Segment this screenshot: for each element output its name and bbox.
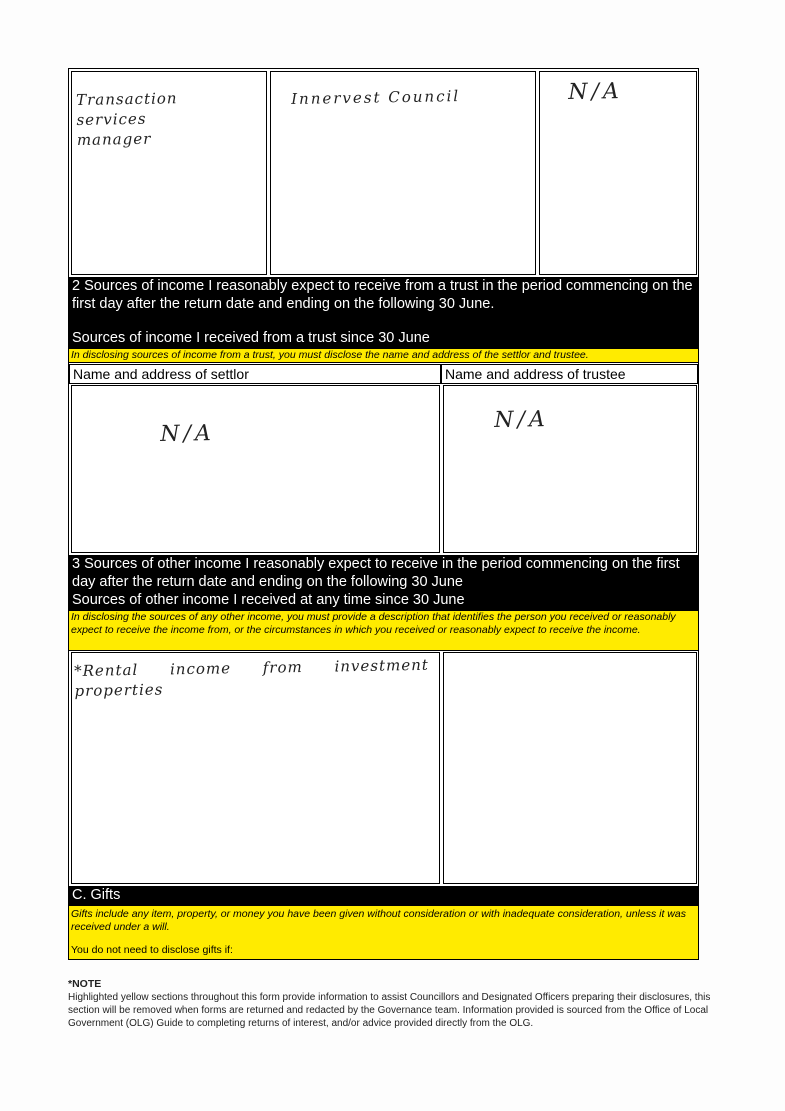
other-income-handwriting: *Rental income from investment properties <box>74 655 429 700</box>
gifts-guidance-spacer <box>71 934 696 944</box>
section3-heading-band <box>69 555 698 611</box>
trustee-column-label: Name and address of trustee <box>441 364 698 384</box>
section3-heading: 3 Sources of other income I reasonably expect to receive in the period commencing on the first day after the return date and ending on the following 30 June <box>72 556 680 590</box>
section2-subheading: Sources of income I received from a trust since 30 June <box>72 330 430 346</box>
gifts-heading-band: C. Gifts <box>69 886 698 906</box>
gifts-guidance-exemptions: You do not need to disclose gifts if: <box>71 944 233 956</box>
interest-handwriting: N/A <box>568 79 623 105</box>
note-body: Highlighted yellow sections throughout this form provide information to assist Councillors and Designated Officers preparing their disclosures, this section will be removed when forms are returned and redacted by the Governance team. Information provided is sourced from the Office of Local Government (OLG) Guide to completing returns of interest, and/or advice provided directly from the OLG. <box>68 992 711 1029</box>
other-income-detail-field[interactable] <box>443 652 697 884</box>
other-income-description-field[interactable] <box>71 652 440 884</box>
interest-cell[interactable] <box>539 71 697 275</box>
settlor-handwriting: N/A <box>160 421 215 447</box>
position-handwriting: Transaction services manager <box>76 89 178 149</box>
note-title: *NOTE <box>68 978 102 990</box>
section2-heading-band <box>69 277 698 354</box>
settlor-field[interactable] <box>71 385 440 553</box>
gifts-guidance-block <box>69 906 698 959</box>
footer-note <box>68 978 718 1030</box>
trustee-field[interactable] <box>443 385 697 553</box>
trustee-handwriting: N/A <box>494 407 549 433</box>
section2-spacer <box>72 313 695 329</box>
section2-heading: 2 Sources of income I reasonably expect to receive from a trust in the period commencing on the first day after the return date and ending on the following 30 June. <box>72 278 693 312</box>
employer-cell[interactable] <box>270 71 536 275</box>
section3-guidance: In disclosing the sources of any other income, you must provide a description that identifies the person you received or reasonably expect to receive the income from, or the circumstances in which you received or reasonably expect to receive the income. <box>69 611 698 651</box>
settlor-column-label: Name and address of settlor <box>69 364 441 384</box>
section2-guidance: In disclosing sources of income from a trust, you must disclose the name and address of the settlor and trustee. <box>69 349 698 363</box>
disclosure-form <box>68 68 699 960</box>
employer-handwriting: Innervest Council <box>291 87 461 108</box>
gifts-guidance: Gifts include any item, property, or money you have been given without consideration or with inadequate consideration, unless it was received under a will. <box>71 908 686 933</box>
position-cell[interactable] <box>71 71 267 275</box>
section3-subheading: Sources of other income I received at any time since 30 June <box>72 592 465 608</box>
